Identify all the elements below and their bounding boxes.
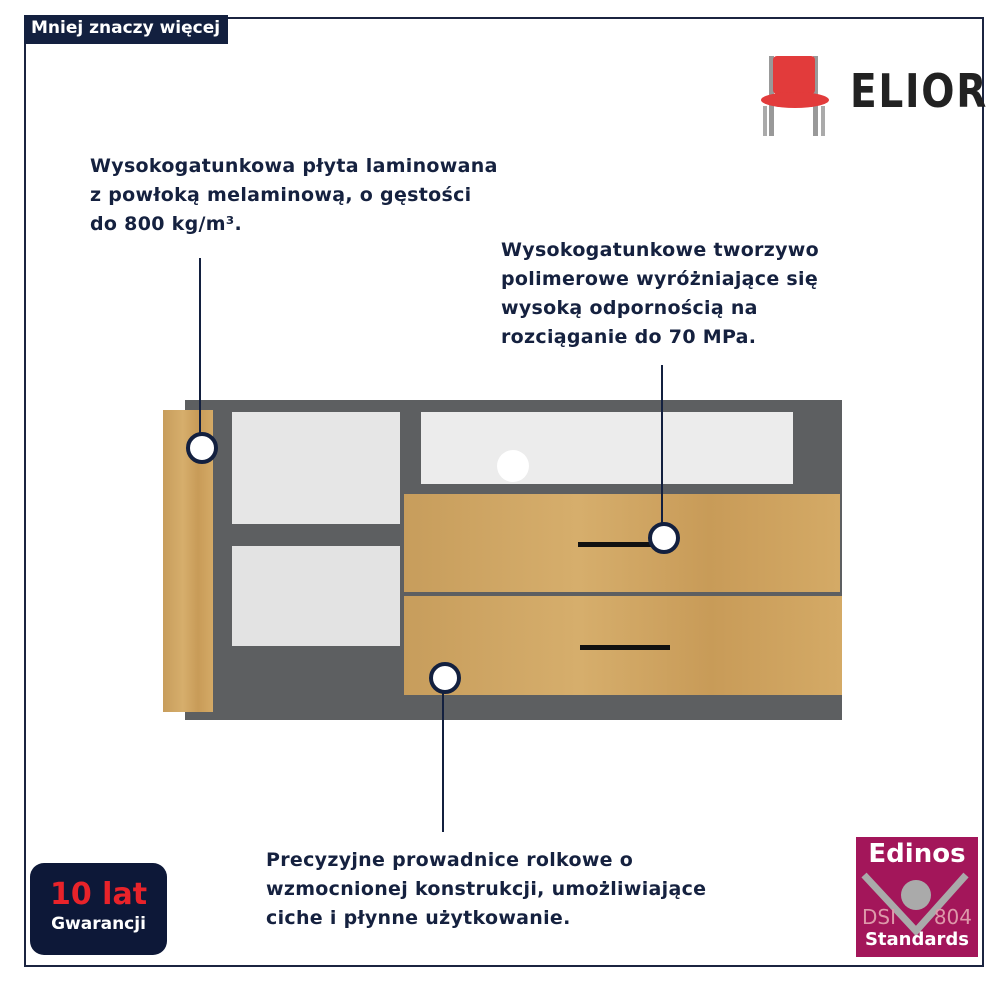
hotspot-polymer[interactable] (648, 522, 680, 554)
red-chair-icon (755, 52, 835, 140)
brand-name: ELIOR (850, 64, 989, 118)
warranty-label: Gwarancji (51, 914, 146, 934)
certificate-badge (856, 837, 978, 957)
warranty-years: 10 lat (49, 877, 148, 912)
certificate-left: DSI (862, 905, 896, 929)
pointer-line (661, 365, 663, 537)
hotspot-rails[interactable] (429, 662, 461, 694)
pointer-line (442, 677, 444, 832)
feature-laminate: Wysokogatunkowa płyta laminowana z powłoką melaminową, o gęstości do 800 kg/m³. (90, 155, 498, 235)
hotspot-laminate[interactable] (186, 432, 218, 464)
certificate-right: 804 (933, 905, 972, 929)
pointer-line (199, 258, 201, 446)
feature-rails: Precyzyjne prowadnice rolkowe o wzmocnionej konstrukcji, umożliwiające ciche i płynne użytkowanie. (266, 849, 707, 929)
certificate-bottom: Standards (864, 929, 970, 950)
tagline: Mniej znaczy więcej (24, 15, 228, 44)
brand-logo (755, 52, 989, 142)
certificate-top: Edinos (868, 839, 966, 869)
feature-polymer: Wysokogatunkowe tworzywo polimerowe wyróżniające się wysoką odpornością na rozciąganie do 70 MPa. (501, 239, 819, 348)
warranty-badge (30, 863, 167, 955)
